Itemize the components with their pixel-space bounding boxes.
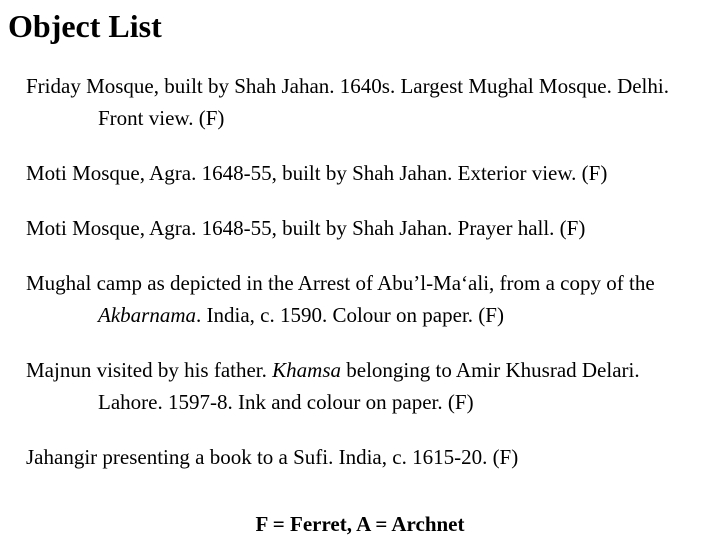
spacer (26, 418, 706, 441)
entry-text: Mughal camp as depicted in the Arrest of Abu’l-Ma‘ali, from a copy of the (26, 271, 655, 295)
list-item-mughal-camp (26, 267, 706, 331)
entry-text: Jahangir presenting a book to a Sufi. India, c. 1615-20. (F) (26, 445, 519, 469)
spacer (26, 134, 706, 157)
entry-text-after: belonging to Amir Khusrad Delari. Lahore. 1597-8. Ink and colour on paper. (F) (98, 358, 640, 414)
entry-text: Friday Mosque, built by Shah Jahan. 1640s. Largest Mughal Mosque. Delhi. Front view. (F) (26, 74, 669, 130)
spacer (26, 244, 706, 267)
list-item-moti-mosque-prayer-hall (26, 212, 706, 244)
entry-text: Moti Mosque, Agra. 1648-55, built by Shah Jahan. Prayer hall. (F) (26, 216, 586, 240)
list-item-moti-mosque-exterior (26, 157, 706, 189)
entry-text: Majnun visited by his father. (26, 358, 273, 382)
list-item-friday-mosque (26, 70, 706, 134)
object-list (26, 70, 706, 473)
list-item-majnun (26, 354, 706, 418)
legend-text: F = Ferret, A = Archnet (255, 512, 465, 536)
entry-italic-title: Khamsa (272, 358, 341, 382)
list-item-jahangir (26, 441, 706, 473)
entry-text: Moti Mosque, Agra. 1648-55, built by Shah Jahan. Exterior view. (F) (26, 161, 608, 185)
spacer (26, 331, 706, 354)
entry-text-after: . India, c. 1590. Colour on paper. (F) (196, 303, 504, 327)
source-legend (0, 508, 720, 540)
page-title: Object List (8, 8, 162, 44)
spacer (26, 189, 706, 212)
entry-italic-title: Akbarnama (98, 303, 196, 327)
